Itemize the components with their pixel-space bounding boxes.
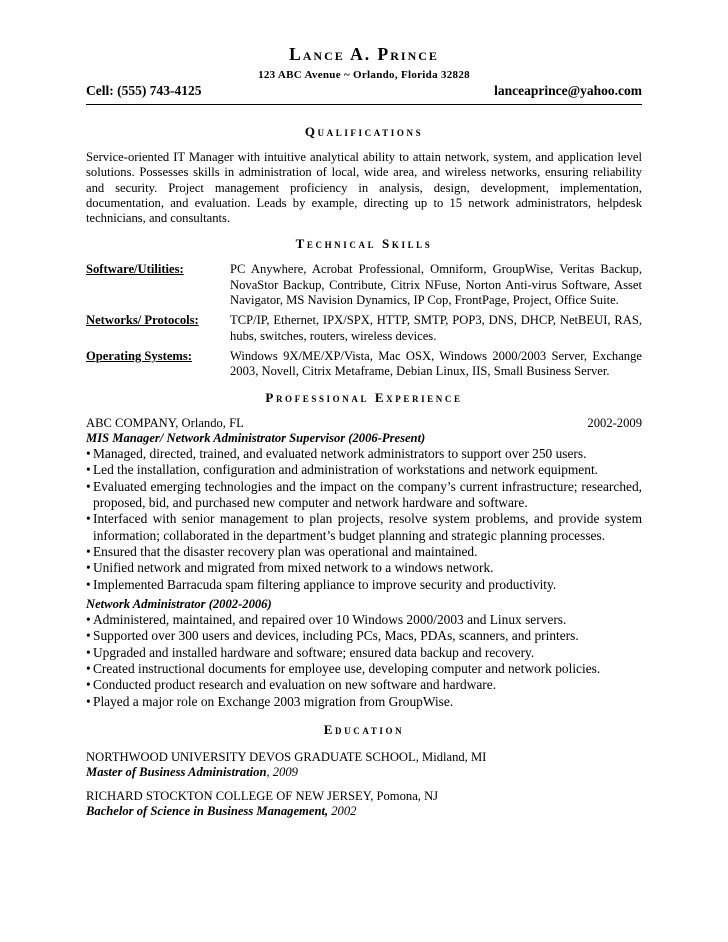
candidate-name: Lance A. Prince: [289, 44, 439, 64]
bullet-icon: •: [86, 576, 91, 592]
company-row: [86, 416, 642, 431]
skill-label-os: Operating Systems:: [86, 348, 192, 363]
list-item: • Interfaced with senior management to plan projects, resolve system problems, and provide system information; collaborated in the department’s budget planning and strategic planning processes.: [86, 511, 642, 543]
education-heading: Education: [323, 721, 405, 737]
skill-label-networks: Networks/ Protocols:: [86, 313, 199, 328]
bullet-icon: •: [86, 560, 91, 576]
qualifications-text: Service-oriented IT Manager with intuitive analytical ability to attain network, system, and application level solutions. Possesses skills in administration of local, wide area, and wireless networks, ensuring reliability and security. Project management proficiency in analysis, design, development, implementation, documentation, and evaluation. Leads by example, directing up to 15 network administrators, helpdesk technicians, and consultants.: [86, 150, 642, 226]
degree: Master of Business Administration, 2009: [86, 765, 298, 780]
skill-label-software: Software/Utilities:: [86, 262, 184, 277]
bullet-icon: •: [86, 446, 91, 462]
school-name: RICHARD STOCKTON COLLEGE OF NEW JERSEY, Pomona, NJ: [86, 788, 439, 803]
list-item: • Upgraded and installed hardware and software; ensured data backup and recovery.: [86, 644, 535, 660]
company-name: ABC COMPANY, Orlando, FL: [86, 415, 244, 430]
list-item: • Created instructional documents for employee use, developing computer and network policies.: [86, 661, 601, 677]
list-item: • Conducted product research and evaluation on new software and hardware.: [86, 677, 497, 693]
bullet-icon: •: [86, 612, 91, 628]
skill-value-os: Windows 9X/ME/XP/Vista, Mac OSX, Windows 2000/2003 Server, Exchange 2003, Novell, Citrix Metaframe, Debian Linux, IIS, Small Business Server.: [230, 348, 642, 379]
employment-dates: 2002-2009: [587, 415, 642, 430]
bullet-icon: •: [86, 511, 91, 527]
email: lanceaprince@yahoo.com: [494, 83, 642, 98]
bullet-icon: •: [86, 462, 91, 478]
skill-value-software: PC Anywhere, Acrobat Professional, Omniform, GroupWise, Veritas Backup, NovaStor Backup, Contribute, Citrix NFuse, Norton Anti-virus Software, Asset Navigator, MS Navision Dynamics, IP Cop, FrontPage, Project, Office Suite.: [230, 262, 642, 308]
list-item: • Implemented Barracuda spam filtering appliance to improve security and productivity.: [86, 576, 557, 592]
technical-skills-heading: Technical Skills: [295, 236, 433, 252]
bullet-icon: •: [86, 628, 91, 644]
role-title: MIS Manager/ Network Administrator Supervisor (2006-Present): [86, 430, 426, 445]
skill-value-networks: TCP/IP, Ethernet, IPX/SPX, HTTP, SMTP, POP3, DNS, DHCP, NetBEUI, RAS, hubs, switches, routers, wireless devices.: [230, 313, 642, 343]
contact-row: [86, 82, 642, 99]
address: 123 ABC Avenue ~ Orlando, Florida 32828: [258, 69, 470, 81]
list-item: • Supported over 300 users and devices, including PCs, Macs, PDAs, scanners, and printers.: [86, 628, 579, 644]
bullet-icon: •: [86, 677, 91, 693]
experience-heading: Professional Experience: [265, 389, 463, 405]
role-bullets: [86, 612, 642, 710]
school-name: NORTHWOOD UNIVERSITY DEVOS GRADUATE SCHOOL, Midland, MI: [86, 749, 487, 764]
cell-phone: Cell: (555) 743-4125: [86, 83, 202, 98]
bullet-icon: •: [86, 478, 91, 494]
degree: Bachelor of Science in Business Management, 2002: [86, 803, 357, 818]
bullet-icon: •: [86, 644, 91, 660]
role-title: Network Administrator (2002-2006): [86, 596, 272, 611]
skills-table: [86, 262, 642, 379]
list-item: • Played a major role on Exchange 2003 migration from GroupWise.: [86, 693, 454, 709]
list-item: • Ensured that the disaster recovery plan was operational and maintained.: [86, 543, 478, 559]
list-item: • Led the installation, configuration and administration of workstations and network equipment.: [86, 462, 599, 478]
bullet-icon: •: [86, 693, 91, 709]
role-bullets: [86, 446, 642, 593]
list-item: • Managed, directed, trained, and evaluated network administrators to support over 250 users.: [86, 446, 587, 462]
qualifications-heading: Qualifications: [304, 124, 424, 139]
bullet-icon: •: [86, 543, 91, 559]
list-item: • Evaluated emerging technologies and the impact on the company’s current infrastructure; researched, proposed, bid, and purchased new computer and network hardware and software.: [86, 478, 642, 511]
list-item: • Unified network and migrated from mixed network to a windows network.: [86, 560, 494, 576]
list-item: • Administered, maintained, and repaired over 10 Windows 2000/2003 and Linux servers.: [86, 612, 567, 628]
bullet-icon: •: [86, 661, 91, 677]
